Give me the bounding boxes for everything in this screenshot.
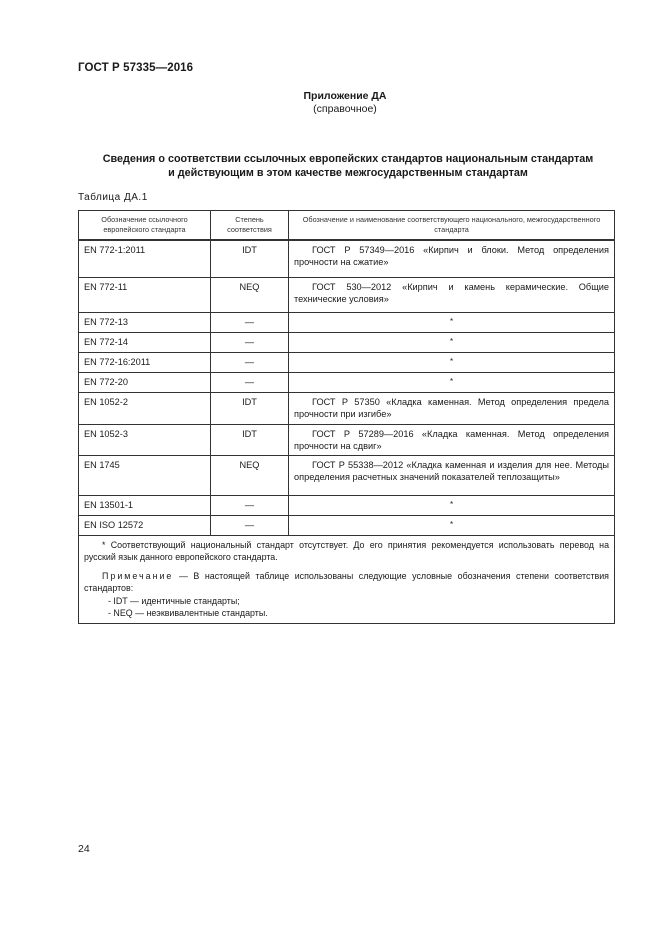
- appendix-subtitle: (справочное): [313, 103, 377, 115]
- footnote: * Соответствующий национальный стандарт отсутствует. До его принятия рекомендуется использовать перевод на русский язык данного европейского стандарта.: [84, 539, 609, 562]
- cell-national-standard: *: [289, 372, 615, 392]
- cell-degree: —: [211, 515, 289, 535]
- table-row: [79, 455, 615, 495]
- page-number: 24: [78, 843, 90, 855]
- section-title-line-1: Сведения о соответствии ссылочных европейских стандартов национальным стандартам: [102, 153, 594, 165]
- note-item: - NEQ — неэквивалентные стандарты.: [108, 608, 268, 618]
- table-row: [79, 495, 615, 515]
- header-national-standard: Обозначение и наименование соответствующего национального, межгосударственного стандарта: [289, 211, 615, 241]
- cell-national-standard: ГОСТ Р 57289—2016 «Кладка каменная. Метод определения прочности на сдвиг»: [289, 424, 615, 455]
- table-row: [79, 332, 615, 352]
- cell-degree: —: [211, 352, 289, 372]
- cell-national-standard: *: [289, 312, 615, 332]
- note-item: - IDT — идентичные стандарты;: [108, 595, 240, 606]
- appendix-heading: [0, 90, 661, 116]
- cell-standard: EN 13501-1: [79, 495, 211, 515]
- table-row: [79, 372, 615, 392]
- cell-degree: IDT: [211, 240, 289, 277]
- cell-national-standard: ГОСТ 530—2012 «Кирпич и камень керамические. Общие технические условия»: [289, 277, 615, 312]
- correspondence-table: [78, 210, 615, 624]
- note-paragraph: [84, 570, 609, 595]
- table-row: [79, 352, 615, 372]
- cell-national-standard: *: [289, 352, 615, 372]
- cell-standard: EN 772-1:2011: [79, 240, 211, 277]
- cell-degree: —: [211, 495, 289, 515]
- header-degree: Степень соответствия: [211, 211, 289, 241]
- cell-national-standard: *: [289, 332, 615, 352]
- cell-standard: EN 772-11: [79, 277, 211, 312]
- appendix-title: Приложение ДА: [303, 90, 387, 102]
- table-row: [79, 277, 615, 312]
- cell-standard: EN 1745: [79, 455, 211, 495]
- cell-standard: EN 1052-3: [79, 424, 211, 455]
- cell-degree: —: [211, 372, 289, 392]
- cell-standard: EN 772-14: [79, 332, 211, 352]
- section-title: [78, 152, 618, 180]
- note-text: — В настоящей таблице использованы следующие условные обозначения степени соответствия стандартов:: [84, 570, 609, 593]
- cell-national-standard: ГОСТ Р 57349—2016 «Кирпич и блоки. Метод определения прочности на сжатие»: [289, 240, 615, 277]
- header-standard: Обозначение ссылочного европейского стандарта: [79, 211, 211, 241]
- table-header-row: [79, 211, 615, 241]
- cell-national-standard: ГОСТ Р 55338—2012 «Кладка каменная и изделия для нее. Методы определения расчетных значений показателей теплозащиты»: [289, 455, 615, 495]
- note-label: Примечание: [102, 570, 174, 581]
- cell-standard: EN 772-16:2011: [79, 352, 211, 372]
- cell-national-standard: *: [289, 495, 615, 515]
- cell-degree: —: [211, 332, 289, 352]
- cell-degree: NEQ: [211, 455, 289, 495]
- table-notes-row: [79, 535, 615, 623]
- cell-standard: EN 772-13: [79, 312, 211, 332]
- table-row: [79, 515, 615, 535]
- table-caption: Таблица ДА.1: [78, 192, 148, 203]
- cell-degree: —: [211, 312, 289, 332]
- cell-standard: EN 1052-2: [79, 392, 211, 424]
- cell-degree: NEQ: [211, 277, 289, 312]
- cell-degree: IDT: [211, 424, 289, 455]
- cell-national-standard: ГОСТ Р 57350 «Кладка каменная. Метод определения предела прочности при изгибе»: [289, 392, 615, 424]
- table-row: [79, 240, 615, 277]
- table-notes: [79, 535, 615, 623]
- cell-standard: EN ISO 12572: [79, 515, 211, 535]
- table-row: [79, 312, 615, 332]
- cell-national-standard: *: [289, 515, 615, 535]
- document-code: ГОСТ Р 57335—2016: [78, 62, 194, 74]
- table-row: [79, 424, 615, 455]
- section-title-line-2: и действующим в этом качестве межгосударственным стандартам: [168, 167, 528, 179]
- cell-standard: EN 772-20: [79, 372, 211, 392]
- table-row: [79, 392, 615, 424]
- cell-degree: IDT: [211, 392, 289, 424]
